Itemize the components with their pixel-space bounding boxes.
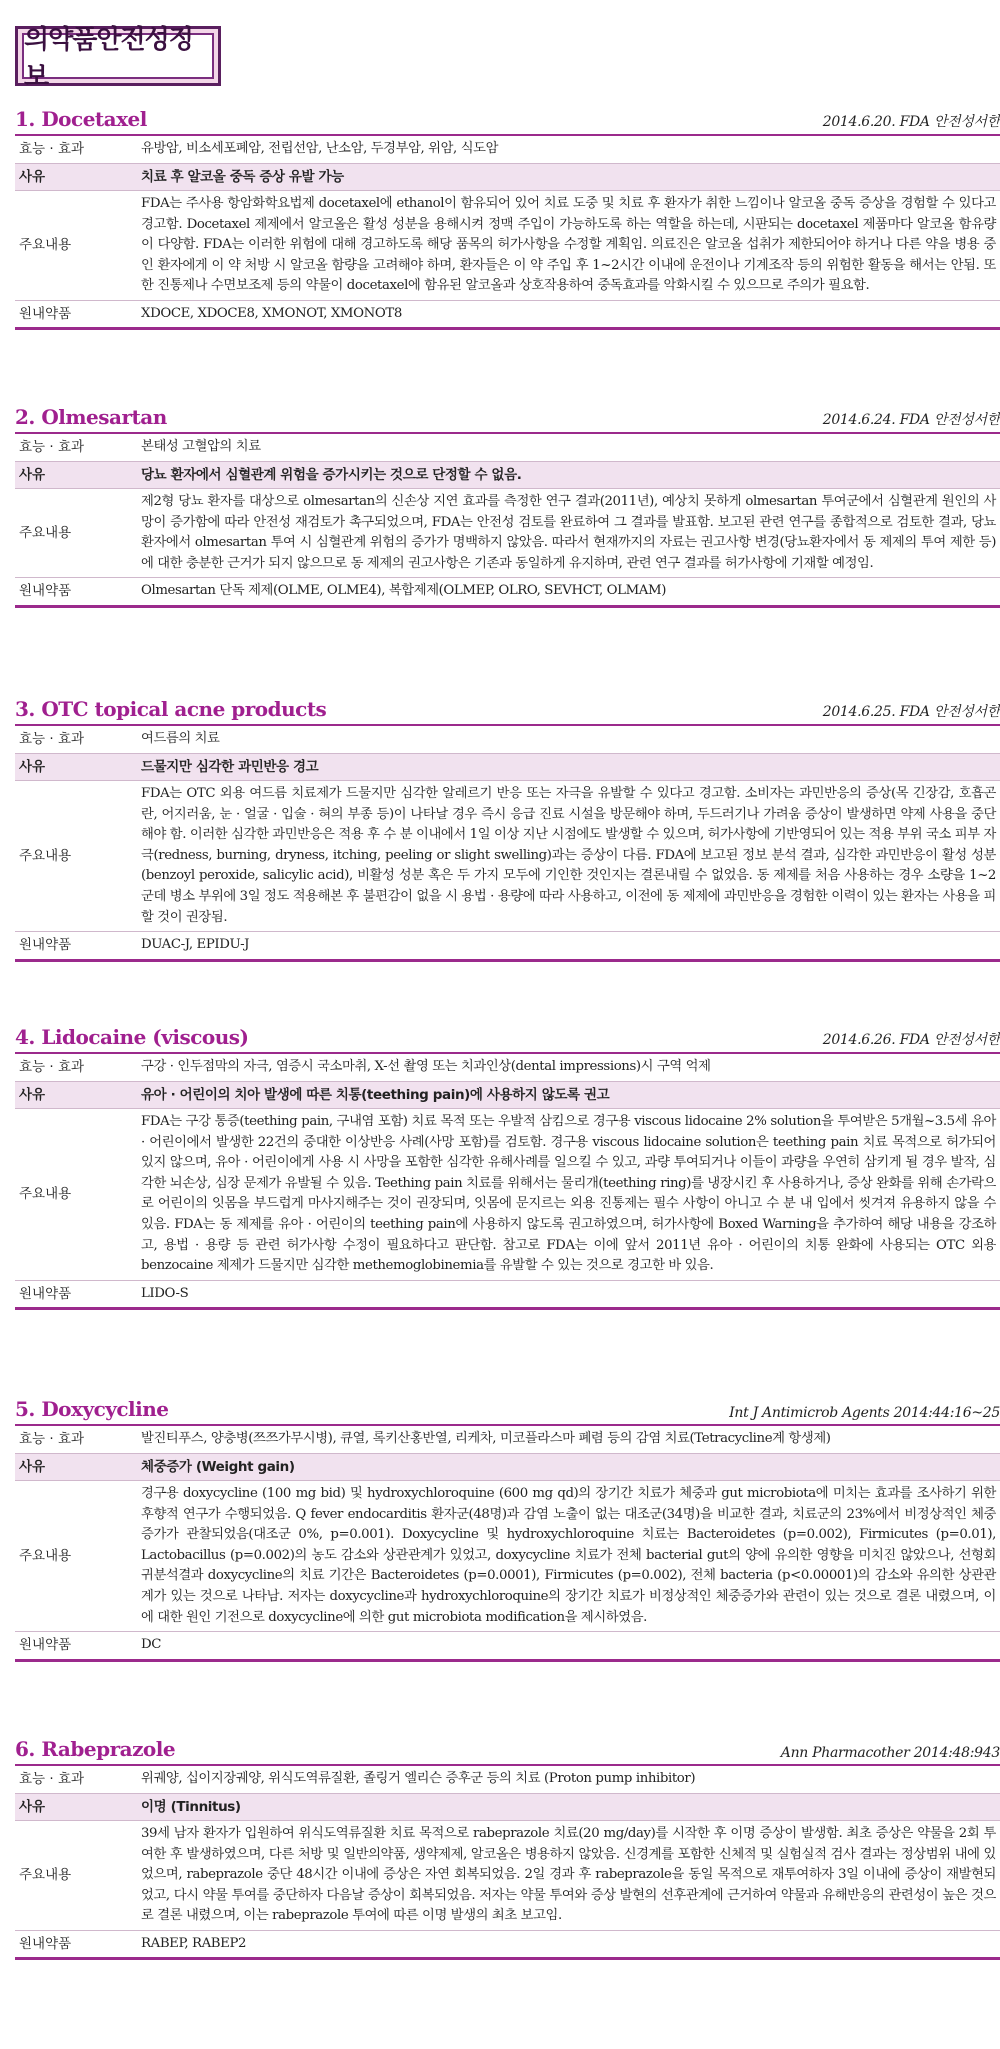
page-title-box (15, 25, 221, 92)
reason-value: 당뇨 환자에서 심혈관계 위험을 증가시키는 것으로 단정할 수 없음. (141, 466, 522, 483)
efficacy-row (15, 1426, 1000, 1454)
content-row (15, 1481, 1000, 1632)
efficacy-value: 위궤양, 십이지장궤양, 위식도역류질환, 졸링거 엘리슨 증후군 등의 치료 (Proton pump inhibitor) (141, 1771, 696, 1786)
reason-value: 유아 · 어린이의 치아 발생에 따른 치통(teething pain)에 사용하지 않도록 권고 (141, 1086, 610, 1103)
content-value: FDA는 주사용 항암화학요법제 docetaxel에 ethanol이 함유되어 있어 치료 도중 및 치료 후 환자가 취한 느낌이나 알코올 중독 증상을 경험할 수 있다고 경고함. Docetaxel 제제에서 알코올은 활성 성분을 용해시켜 정맥 주입이 가능하도록 하는 역할을 하는데, 시판되는 docetaxel 제품마다 알코올 함유량이 다양함. FDA는 이러한 위험에 대해 경고하도록 해당 품목의 허가사항을 수정할 계획임. 의료진은 알코올 섭취가 제한되어야 하거나 다른 약을 병용 중인 환자에게 이 약 처방 시 알코올 함량을 고려해야 하며, 환자들은 이 약 주입 후 1~2시간 이내에 운전이나 기계조작 등의 위험한 활동을 해서는 안됨. 또한 진통제나 수면보조제 등의 약물이 docetaxel에 함유된 알코올과 상호작용하여 중독효과를 악화시킬 수 있으므로 주의가 필요함. (141, 196, 996, 294)
content-label: 주요내용 (19, 1547, 72, 1564)
content-label: 주요내용 (19, 1186, 72, 1203)
reason-value: 드물지만 심각한 과민반응 경고 (141, 758, 319, 775)
content-label: 주요내용 (19, 237, 72, 254)
efficacy-row (15, 136, 1000, 164)
content-value: 39세 남자 환자가 입원하여 위식도역류질환 치료 목적으로 rabeprazole 치료(20 mg/day)를 시작한 후 이명 증상이 발생함. 최초 증상은 약물을 2회 투여한 후 발생하였으며, 다른 처방 및 일반의약품, 생약제제, 알코올은 병용하지 않았음. 신경계를 포함한 신체적 및 실험실적 검사 결과는 정상범위 내에 있었으며, rabeprazole 중단 48시간 이내에 증상은 자연 회복되었음. 2일 경과 후 rabeprazole을 동일 목적으로 재투여하자 3일 이내에 증상이 재발현되었고, 다시 약물 투여를 중단하자 다음날 증상이 회복되었음. 저자는 약물 투여와 증상 발현의 선후관계에 근거하여 약물과 유해반응의 관련성이 높은 것으로 결론 내렸으며, 이는 rabeprazole 투여에 따른 이명 발생의 최초 보고임. (141, 1826, 996, 1924)
section-title: 3. OTC topical acne products (15, 697, 327, 721)
section-header (15, 108, 1000, 136)
reason-row (15, 164, 1000, 192)
efficacy-label: 효능 · 효과 (19, 1059, 85, 1075)
page-title: 의약품안전성정보 (22, 33, 214, 79)
products-label: 원내약품 (19, 1285, 72, 1302)
efficacy-row (15, 726, 1000, 754)
efficacy-value: 여드름의 치료 (141, 731, 220, 746)
products-value: LIDO-S (141, 1285, 189, 1301)
section-title: 6. Rabeprazole (15, 1737, 176, 1761)
products-row (15, 578, 1000, 608)
content-value: 제2형 당뇨 환자를 대상으로 olmesartan의 신손상 지연 효과를 측정한 연구 결과(2011년), 예상치 못하게 olmesartan 투여군에서 심혈관계 원인의 사망이 증가함에 따라 안전성 재검토가 촉구되었으며, FDA는 안전성 검토를 완료하여 그 결과를 발표함. 보고된 관련 연구를 종합적으로 검토한 결과, 당뇨 환자에서 olmesartan 투여 시 심혈관계 위험의 증가가 명백하지 않았음. 따라서 현재까지의 자료는 권고사항 변경(당뇨환자에서 동 제제의 투여 제한 등)에 대한 충분한 근거가 되지 않으므로 동 제제의 권고사항은 기존과 동일하게 유지하며, 관련 연구 결과를 허가사항에 기재할 예정임. (141, 494, 996, 571)
products-value: Olmesartan 단독 제제(OLME, OLME4), 복합제제(OLMEP, OLRO, SEVHCT, OLMAM) (141, 583, 667, 599)
section-header (15, 1026, 1000, 1054)
content-row (15, 191, 1000, 301)
products-value: RABEP, RABEP2 (141, 1935, 247, 1951)
reason-value: 치료 후 알코올 중독 증상 유발 가능 (141, 168, 344, 185)
products-label: 원내약품 (19, 583, 72, 600)
efficacy-value: 발진티푸스, 양충병(쯔쯔가무시병), 큐열, 록키산홍반열, 리케차, 미코플라스마 폐렴 등의 감염 치료(Tetracycline계 항생제) (141, 1431, 831, 1446)
reason-value: 이명 (Tinnitus) (141, 1798, 241, 1815)
efficacy-label: 효능 · 효과 (19, 439, 85, 455)
reason-label: 사유 (19, 1798, 46, 1815)
section-title: 1. Docetaxel (15, 107, 147, 131)
efficacy-row (15, 434, 1000, 462)
products-row (15, 932, 1000, 962)
section-title: 2. Olmesartan (15, 405, 167, 429)
content-label: 주요내용 (19, 524, 72, 541)
reason-label: 사유 (19, 1458, 46, 1475)
efficacy-label: 효능 · 효과 (19, 141, 85, 157)
efficacy-value: 구강 · 인두점막의 자극, 염증시 국소마취, X-선 촬영 또는 치과인상(dental impressions)시 구역 억제 (141, 1059, 711, 1074)
section-doxycycline (15, 1398, 1000, 1662)
efficacy-row (15, 1054, 1000, 1082)
products-row (15, 1632, 1000, 1662)
products-value: DUAC-J, EPIDU-J (141, 937, 250, 953)
content-label: 주요내용 (19, 1867, 72, 1884)
products-label: 원내약품 (19, 305, 72, 322)
reason-label: 사유 (19, 1086, 46, 1103)
reason-value: 체중증가 (Weight gain) (141, 1458, 295, 1475)
content-row (15, 489, 1000, 578)
reason-label: 사유 (19, 466, 46, 483)
efficacy-label: 효능 · 효과 (19, 731, 85, 747)
reason-row (15, 754, 1000, 782)
products-label: 원내약품 (19, 1637, 72, 1654)
products-row (15, 301, 1000, 331)
section-otc-acne (15, 698, 1000, 962)
products-label: 원내약품 (19, 1935, 72, 1952)
efficacy-row (15, 1766, 1000, 1794)
reason-row (15, 1454, 1000, 1482)
reason-row (15, 1082, 1000, 1110)
section-header (15, 406, 1000, 434)
efficacy-value: 유방암, 비소세포폐암, 전립선암, 난소암, 두경부암, 위암, 식도암 (141, 141, 499, 156)
content-label: 주요내용 (19, 847, 72, 864)
section-source: 2014.6.24. FDA 안전성서한 (822, 412, 1000, 428)
efficacy-label: 효능 · 효과 (19, 1771, 85, 1787)
reason-row (15, 462, 1000, 490)
products-row (15, 1281, 1000, 1311)
section-rabeprazole (15, 1738, 1000, 1960)
products-label: 원내약품 (19, 937, 72, 954)
efficacy-label: 효능 · 효과 (19, 1431, 85, 1447)
efficacy-value: 본태성 고혈압의 치료 (141, 439, 261, 454)
products-row (15, 1931, 1000, 1961)
section-title: 5. Doxycycline (15, 1397, 169, 1421)
content-value: FDA는 OTC 외용 여드름 치료제가 드물지만 심각한 알레르기 반응 또는 자극을 유발할 수 있다고 경고함. 소비자는 과민반응의 증상(목 긴장감, 호흡곤란, 어지러움, 눈 · 얼굴 · 입술 · 혀의 부종 등)이 나타날 경우 즉시 응급 진료 시설을 방문해야 하며, 두드러기나 가려움 증상이 발생하면 약제 사용을 중단해야 함. 이러한 심각한 과민반응은 적용 후 수 분 이내에서 1일 이상 지난 시점에도 발생할 수 있으며, 허가사항에 기반영되어 있는 적용 부위 국소 피부 자극(redness, burning, dryness, itching, peeling or slight swelling)과는 증상이 다름. FDA에 보고된 정보 분석 결과, 심각한 과민반응이 활성 성분(benzoyl peroxide, salicylic acid), 비활성 성분 혹은 두 가지 모두에 기인한 것인지는 결론내릴 수 없었음. 동 제제를 처음 사용하는 경우 소량을 1~2군데 병소 부위에 3일 정도 적용해본 후 불편감이 없을 시 용법 · 용량에 따라 사용하고, 이전에 동 제제에 과민반응을 경험한 이력이 있는 환자는 사용을 피할 것이 권장됨. (141, 786, 996, 925)
section-header (15, 1738, 1000, 1766)
content-value: 경구용 doxycycline (100 mg bid) 및 hydroxychloroquine (600 mg qd)의 장기간 치료가 체중과 gut microbiota에 미치는 효과를 조사하기 위한 후향적 연구가 수행되었음. Q fever endocarditis 환자군(48명)과 감염 노출이 없는 대조군(34명)을 비교한 결과, 치료군의 23%에서 비정상적인 체중증가가 관찰되었음(대조군 0%, p=0.001). Doxycycline 및 hydroxychloroquine 치료는 Bacteroidetes (p=0.002), Firmicutes (p=0.01), Lactobacillus (p=0.002)의 농도 감소와 상관관계가 있었고, doxycycline 치료가 전체 bacterial gut의 양에 유의한 영향을 미치진 않았으나, 선형회귀분석결과 doxycycline의 치료 기간은 Bacteroidetes (p=0.0001), Firmicutes (p=0.002), 전체 bacteria (p<0.00001)의 감소와 유의한 상관관계가 있는 것으로 나타남. 저자는 doxycycline과 hydroxychloroquine의 장기간 치료가 비정상적인 체중증가와 관련이 있는 것으로 결론 내렸으며, 이에 대한 원인 기전으로 doxycycline에 의한 gut microbiota modification을 제시하였음. (141, 1486, 996, 1625)
section-source: 2014.6.26. FDA 안전성서한 (822, 1032, 1000, 1048)
section-source: 2014.6.20. FDA 안전성서한 (822, 114, 1000, 130)
section-source: 2014.6.25. FDA 안전성서한 (822, 704, 1000, 720)
section-olmesartan (15, 406, 1000, 608)
section-header (15, 1398, 1000, 1426)
section-title: 4. Lidocaine (viscous) (15, 1025, 249, 1049)
products-value: XDOCE, XDOCE8, XMONOT, XMONOT8 (141, 305, 402, 321)
reason-row (15, 1794, 1000, 1822)
content-row (15, 781, 1000, 932)
section-docetaxel (15, 108, 1000, 330)
section-lidocaine (15, 1026, 1000, 1310)
section-header (15, 698, 1000, 726)
reason-label: 사유 (19, 758, 46, 775)
content-value: FDA는 구강 통증(teething pain, 구내염 포함) 치료 목적 또는 우발적 삼킴으로 경구용 viscous lidocaine 2% solution을 투여받은 5개월~3.5세 유아 · 어린이에서 발생한 22건의 중대한 이상반응 사례(사망 포함)를 검토함. 경구용 viscous lidocaine solution은 teething pain 치료 목적으로 허가되어 있지 않으며, 유아 · 어린이에게 사용 시 사망을 포함한 심각한 유해사례를 일으킬 수 있고, 과량 투여되거나 이들이 과량을 우연히 삼키게 될 경우 발작, 심각한 뇌손상, 심장 문제가 유발될 수 있음. Teething pain 치료를 위해서는 물리개(teething ring)를 냉장시킨 후 사용하거나, 증상 완화를 위해 손가락으로 어린이의 잇몸을 부드럽게 마사지해주는 것이 권장되며, 잇몸에 문지르는 외용 진통제는 필수 사항이 아니고 수 분 내 입에서 씻겨져 유용하지 않을 수 있음. FDA는 동 제제를 유아 · 어린이의 teething pain에 사용하지 않도록 권고하였으며, 허가사항에 Boxed Warning을 추가하여 해당 내용을 강조하고, 용법 · 용량 등 관련 허가사항 수정이 필요하다고 판단함. 참고로 FDA는 이에 앞서 2011년 유아 · 어린이의 치통 완화에 사용되는 OTC 외용 benzocaine 제제가 드물지만 심각한 methemoglobinemia를 유발할 수 있는 것으로 경고한 바 있음. (141, 1114, 996, 1274)
reason-label: 사유 (19, 168, 46, 185)
products-value: DC (141, 1637, 162, 1653)
content-row (15, 1821, 1000, 1931)
section-source: Ann Pharmacother 2014:48:943 (780, 1745, 1000, 1761)
content-row (15, 1109, 1000, 1281)
section-source: Int J Antimicrob Agents 2014:44:16~25 (729, 1405, 1000, 1421)
